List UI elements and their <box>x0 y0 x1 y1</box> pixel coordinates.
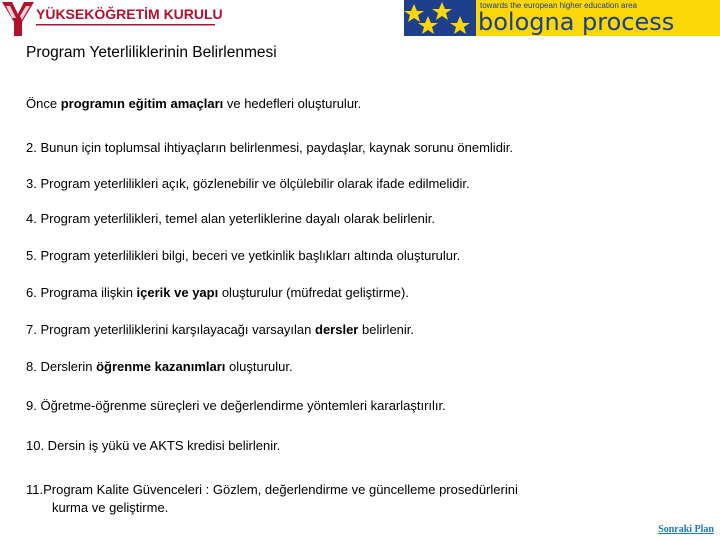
item-text: 5. Program yeterlilikleri bilgi, beceri ve yetkinlik başlıkları altında oluşturulur. <box>26 248 461 263</box>
item-text: 11.Program Kalite Güvenceleri : Gözlem, değerlendirme ve güncelleme prosedürlerini <box>26 482 518 497</box>
list-item <box>52 500 168 515</box>
list-item <box>26 248 460 263</box>
item-text: oluşturulur. <box>225 359 293 374</box>
item-text: Önce <box>26 96 61 111</box>
bologna-process-banner <box>404 0 720 36</box>
item-text: 8. Derslerin <box>26 359 97 374</box>
bold-text: içerik ve yapı <box>136 285 219 300</box>
item-text: 4. Program yeterlilikleri, temel alan yeterliklerine dayalı olarak belirlenir. <box>26 211 435 226</box>
bold-text: programın eğitim amaçları <box>60 96 224 111</box>
list-item <box>26 285 409 300</box>
slide-title: Program Yeterliliklerinin Belirlenmesi <box>26 44 277 61</box>
list-item <box>26 482 518 497</box>
list-item <box>26 176 470 191</box>
next-slide-link[interactable]: Sonraki Plan <box>658 524 714 535</box>
item-text: 3. Program yeterlilikleri açık, gözlenebilir ve ölçülebilir olarak ifade edilmelidir. <box>26 176 470 191</box>
bologna-tagline: towards the european higher education area <box>480 1 637 10</box>
bologna-title: bologna process <box>478 8 675 36</box>
item-text: oluşturulur (müfredat geliştirme). <box>218 285 409 300</box>
yok-logo-text: YÜKSEKÖĞRETİM KURULU <box>36 6 223 22</box>
list-item <box>26 438 280 453</box>
stars-icon <box>404 0 476 36</box>
item-text: 10. Dersin iş yükü ve AKTS kredisi belirlenir. <box>26 438 281 453</box>
item-text: 9. Öğretme-öğrenme süreçleri ve değerlendirme yöntemleri kararlaştırılır. <box>26 398 446 413</box>
item-text: ve hedefleri oluşturulur. <box>223 96 362 111</box>
item-text: 6. Programa ilişkin <box>26 285 137 300</box>
item-text: 7. Program yeterliliklerini karşılayacağı varsayılan <box>26 322 315 337</box>
item-text: kurma ve geliştirme. <box>52 500 169 515</box>
bold-text: dersler <box>315 322 359 337</box>
list-item <box>26 211 435 226</box>
list-item <box>26 96 361 111</box>
list-item <box>26 322 414 337</box>
list-item <box>26 140 513 155</box>
list-item <box>26 359 293 374</box>
list-item <box>26 398 446 413</box>
item-text: belirlenir. <box>358 322 415 337</box>
item-text: 2. Bunun için toplumsal ihtiyaçların belirlenmesi, paydaşlar, kaynak sorunu önemlidir. <box>26 140 514 155</box>
bold-text: öğrenme kazanımları <box>96 359 226 374</box>
